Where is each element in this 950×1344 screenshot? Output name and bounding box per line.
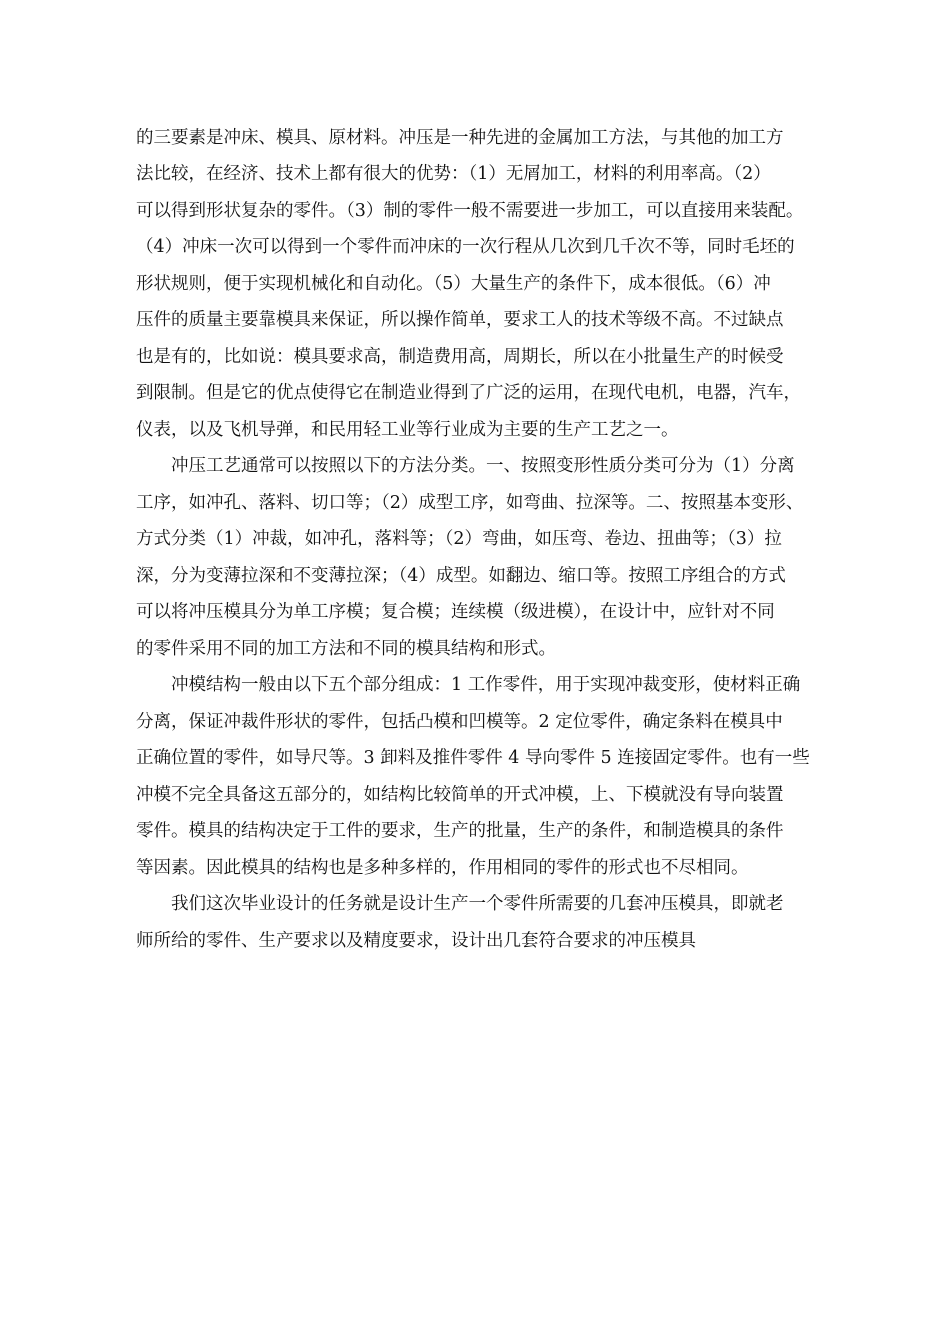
text-line: 法比较，在经济、技术上都有很大的优势：（1）无屑加工，材料的利用率高。（2） xyxy=(136,164,771,184)
text-line: 可以将冲压模具分为单工序模；复合模；连续模（级进模），在设计中，应针对不同 xyxy=(136,602,775,622)
text-line: （4）冲床一次可以得到一个零件而冲床的一次行程从几次到几千次不等，同时毛坯的 xyxy=(136,237,795,257)
text-line: 压件的质量主要靠模具来保证，所以操作简单，要求工人的技术等级不高。不过缺点 xyxy=(136,310,784,330)
text-line: 形状规则，便于实现机械化和自动化。（5）大量生产的条件下，成本很低。（6）冲 xyxy=(136,274,771,294)
paragraph-first-line: 冲压工艺通常可以按照以下的方法分类。一、按照变形性质分类可分为（1）分离 xyxy=(171,456,795,476)
text-line: 等因素。因此模具的结构也是多种多样的，作用相同的零件的形式也不尽相同。 xyxy=(136,858,749,878)
text-line: 的零件采用不同的加工方法和不同的模具结构和形式。 xyxy=(136,639,556,659)
text-line: 也是有的，比如说：模具要求高，制造费用高，周期长，所以在小批量生产的时候受 xyxy=(136,347,784,367)
text-line: 方式分类（1）冲裁，如冲孔，落料等；（2）弯曲，如压弯、卷边、扭曲等；（3）拉 xyxy=(136,529,782,549)
text-line: 的三要素是冲床、模具、原材料。冲压是一种先进的金属加工方法，与其他的加工方 xyxy=(136,128,784,148)
text-line: 仪表，以及飞机导弹，和民用轻工业等行业成为主要的生产工艺之一。 xyxy=(136,420,679,440)
paragraph-first-line: 冲模结构一般由以下五个部分组成：1 工作零件，用于实现冲裁变形，使材料正确 xyxy=(171,675,801,695)
text-line: 冲模不完全具备这五部分的，如结构比较简单的开式冲模，上、下模就没有导向装置 xyxy=(136,785,784,805)
text-line: 可以得到形状复杂的零件。（3）制的零件一般不需要进一步加工，可以直接用来装配。 xyxy=(136,201,804,221)
paragraph-first-line: 我们这次毕业设计的任务就是设计生产一个零件所需要的几套冲压模具，即就老 xyxy=(171,894,784,914)
text-line: 零件。模具的结构决定于工件的要求，生产的批量，生产的条件，和制造模具的条件 xyxy=(136,821,784,841)
text-line: 分离，保证冲裁件形状的零件，包括凸模和凹模等。2 定位零件，确定条料在模具中 xyxy=(136,712,783,732)
text-line: 到限制。但是它的优点使得它在制造业得到了广泛的运用，在现代电机，电器，汽车， xyxy=(136,383,801,403)
text-line: 正确位置的零件，如导尺等。3 卸料及推件零件 4 导向零件 5 连接固定零件。也有一些 xyxy=(136,748,810,768)
text-line: 师所给的零件、生产要求以及精度要求，设计出几套符合要求的冲压模具 xyxy=(136,931,696,951)
text-line: 深，分为变薄拉深和不变薄拉深；（4）成型。如翻边、缩口等。按照工序组合的方式 xyxy=(136,566,786,586)
text-line: 工序，如冲孔、落料、切口等；（2）成型工序，如弯曲、拉深等。二、按照基本变形、 xyxy=(136,493,804,513)
